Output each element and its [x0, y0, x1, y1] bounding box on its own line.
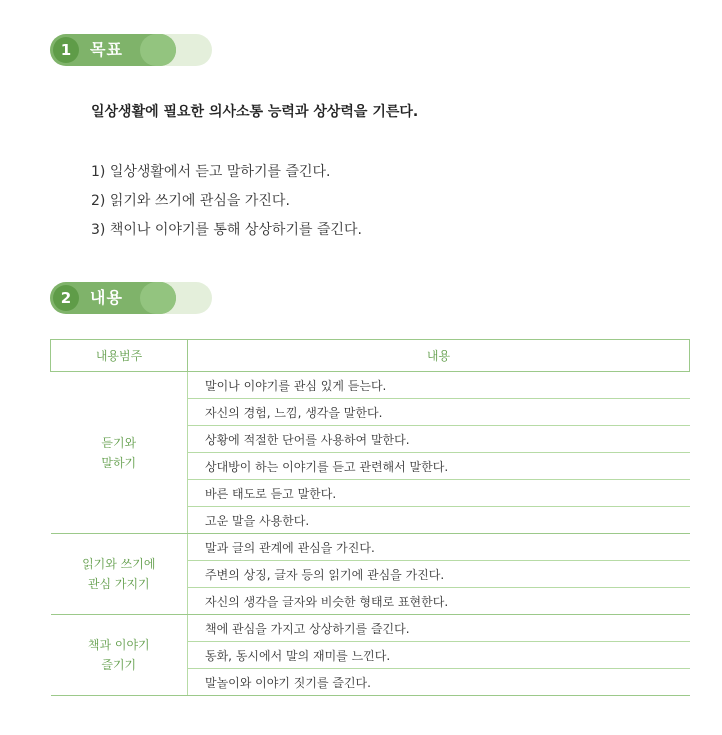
content-cell: 동화, 동시에서 말의 재미를 느낀다. — [188, 642, 690, 669]
content-cell: 자신의 생각을 글자와 비슷한 형태로 표현한다. — [188, 588, 690, 615]
content-table — [50, 339, 690, 696]
table-row — [51, 534, 690, 561]
content-cell: 말놀이와 이야기 짓기를 즐긴다. — [188, 669, 690, 696]
section-title: 목표 — [90, 40, 123, 59]
section-pill-circle — [140, 282, 176, 314]
category-line: 듣기와 — [101, 435, 137, 450]
content-cell: 바른 태도로 듣고 말한다. — [188, 480, 690, 507]
content-cell: 말과 글의 관계에 관심을 가진다. — [188, 534, 690, 561]
category-cell — [51, 372, 188, 534]
table-row — [51, 615, 690, 642]
category-line: 책과 이야기 — [87, 638, 150, 652]
content-cell: 말이나 이야기를 관심 있게 듣는다. — [188, 372, 690, 399]
section-header-content — [50, 282, 212, 314]
content-cell: 책에 관심을 가지고 상상하기를 즐긴다. — [188, 615, 690, 642]
header-content: 내용 — [188, 340, 690, 372]
content-cell: 상황에 적절한 단어를 사용하여 말한다. — [188, 426, 690, 453]
content-cell: 주변의 상징, 글자 등의 읽기에 관심을 가진다. — [188, 561, 690, 588]
header-category: 내용범주 — [51, 340, 188, 372]
category-line: 읽기와 쓰기에 — [82, 557, 156, 571]
table-header-row — [51, 340, 690, 372]
section-header-goal — [50, 34, 212, 66]
table-row — [51, 372, 690, 399]
goal-item: 1) 일상생활에서 듣고 말하기를 즐긴다. — [91, 164, 331, 180]
content-cell: 상대방이 하는 이야기를 듣고 관련해서 말한다. — [188, 453, 690, 480]
category-line: 말하기 — [101, 455, 137, 470]
category-line: 즐기기 — [101, 658, 137, 672]
goal-list — [91, 158, 362, 245]
section-pill-circle — [140, 34, 176, 66]
goal-item: 3) 책이나 이야기를 통해 상상하기를 즐긴다. — [91, 222, 362, 238]
content-cell: 고운 말을 사용한다. — [188, 507, 690, 534]
content-cell: 자신의 경험, 느낌, 생각을 말한다. — [188, 399, 690, 426]
category-line: 관심 가지기 — [87, 577, 150, 591]
goal-item: 2) 읽기와 쓰기에 관심을 가진다. — [91, 193, 290, 209]
section-number: 2 — [53, 285, 79, 311]
section-number: 1 — [53, 37, 79, 63]
goal-main-text: 일상생활에 필요한 의사소통 능력과 상상력을 기른다. — [91, 104, 419, 120]
section-title: 내용 — [90, 288, 123, 307]
category-cell — [51, 615, 188, 696]
category-cell — [51, 534, 188, 615]
